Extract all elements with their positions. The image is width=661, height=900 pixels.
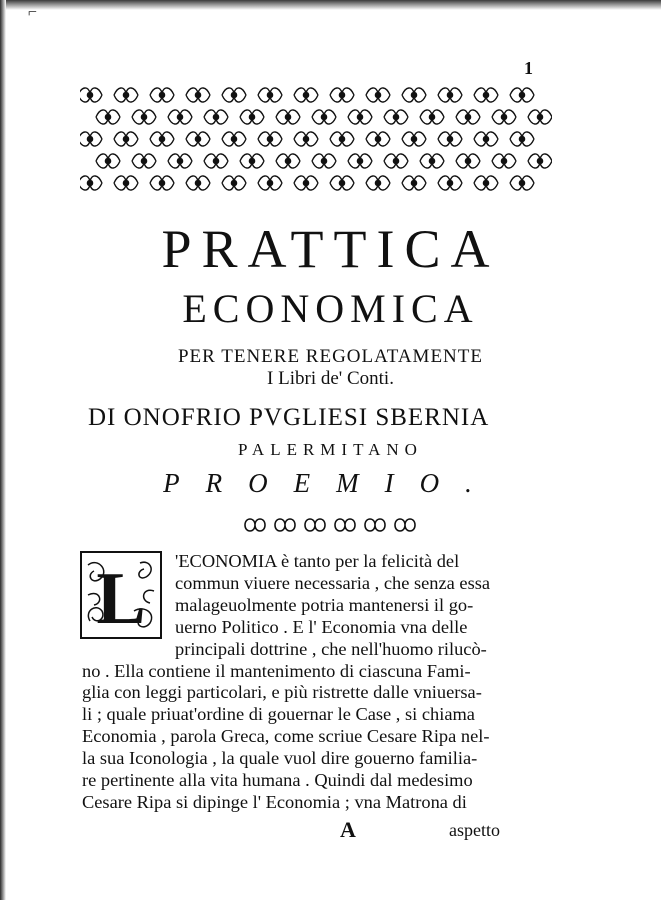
body-line: commun viuere necessaria , che senza essa [175, 572, 491, 593]
fleuron [365, 519, 385, 531]
signature-mark: A [340, 817, 356, 842]
body-line: malageuolmente potria mantenersi il go- [175, 594, 474, 615]
author-line: DI ONOFRIO PVGLIESI SBERNIA [88, 404, 490, 431]
body-line: li ; quale priuat'ordine di gouernar le Case , si chiama [82, 704, 475, 725]
body-line: 'ECONOMIA è tanto per la felicità del [175, 551, 460, 571]
title-line-1: PRATTICA [161, 219, 500, 279]
fleuron [335, 519, 355, 531]
page-edge-shadow [0, 0, 661, 10]
body-line: la sua Iconologia , la quale vuol dire gouerno familia- [82, 748, 478, 769]
headpiece-ornament [80, 85, 552, 200]
fleuron [395, 519, 415, 531]
page-number: 1 [524, 58, 533, 78]
body-line: no . Ella contiene il mantenimento di ciascuna Fami- [82, 660, 471, 681]
body-line: uerno Politico . E l' Economia vna delle [175, 616, 468, 637]
catchword: aspetto [449, 820, 500, 840]
body-line: re pertinente alla vita humana . Quindi dal medesimo [82, 770, 473, 791]
fleuron [305, 519, 325, 531]
body-line: principali dottrine , che nell'huomo rilucò- [175, 638, 487, 659]
body-line: Economia , parola Greca, come scriue Cesare Ripa nel- [82, 726, 490, 747]
subtitle-line-2: I Libri de' Conti. [267, 368, 394, 389]
fleuron-divider [240, 514, 420, 536]
corner-mark: ⌐ [28, 4, 38, 21]
body-text [82, 551, 554, 814]
section-heading: PROEMIO. [163, 468, 498, 498]
body-line: Cesare Ripa si dipinge l' Economia ; vna Matrona di [82, 791, 467, 812]
author-place: PALERMITANO [238, 440, 423, 459]
svg-text:L: L [96, 558, 146, 639]
fleuron [245, 519, 265, 531]
body-line: glia con leggi particolari, e più ristrette dalle vniuersa- [82, 682, 482, 703]
fleuron [275, 519, 295, 531]
title-line-2: ECONOMICA [182, 286, 479, 331]
subtitle-line-1: PER TENERE REGOLATAMENTE [177, 346, 483, 367]
